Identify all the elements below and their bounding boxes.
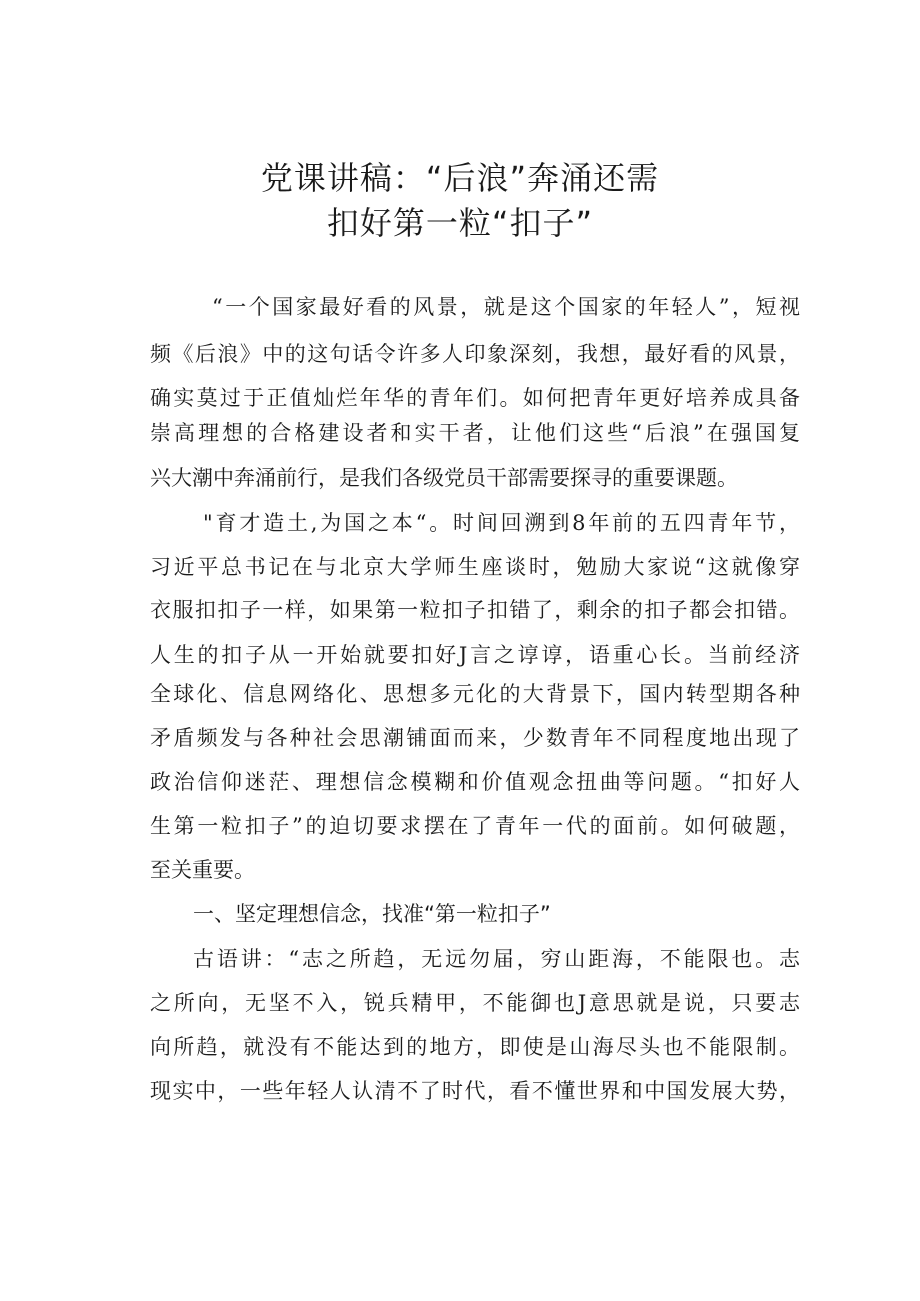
paragraph-2-line-1: "育才造土,为国之本“。时间回溯到8年前的五四青年节， xyxy=(203,511,800,535)
paragraph-1-line-4: 崇高理想的合格建设者和实干者，让他们这些“后浪”在强国复 xyxy=(150,421,800,445)
paragraph-1-line-1: “一个国家最好看的风景，就是这个国家的年轻人”，短视 xyxy=(212,295,800,319)
paragraph-3-line-2: 之所向，无坚不入，锐兵精甲，不能御也J意思就是说，只要志 xyxy=(150,991,800,1015)
paragraph-3-line-1: 古语讲：“志之所趋，无远勿届，穷山距海，不能限也。志 xyxy=(193,947,800,971)
paragraph-1-line-5: 兴大潮中奔涌前行，是我们各级党员干部需要探寻的重要课题。 xyxy=(150,466,738,490)
paragraph-2-line-2: 习近平总书记在与北京大学师生座谈时，勉励大家说“这就像穿 xyxy=(150,555,800,579)
paragraph-2-line-4: 人生的扣子从一开始就要扣好J言之谆谆，语重心长。当前经济 xyxy=(150,643,800,667)
paragraph-2-line-3: 衣服扣扣子一样，如果第一粒扣子扣错了，剩余的扣子都会扣错。 xyxy=(150,598,800,622)
paragraph-2-line-5: 全球化、信息网络化、思想多元化的大背景下，国内转型期各种 xyxy=(150,682,800,706)
paragraph-1-line-3: 确实莫过于正值灿烂年华的青年们。如何把青年更好培养成具备 xyxy=(150,386,800,410)
paragraph-2-line-9: 至关重要。 xyxy=(150,858,255,882)
paragraph-2-line-8: 生第一粒扣子”的迫切要求摆在了青年一代的面前。如何破题， xyxy=(150,814,800,838)
section-heading-1: 一、坚定理想信念，找准“第一粒扣子” xyxy=(193,902,551,926)
paragraph-3-line-4: 现实中，一些年轻人认清不了时代，看不懂世界和中国发展大势， xyxy=(150,1079,800,1103)
document-title-line-2: 扣好第一粒“扣子” xyxy=(326,204,594,242)
paragraph-2-line-6: 矛盾频发与各种社会思潮铺面而来，少数青年不同程度地出现了 xyxy=(150,726,800,750)
paragraph-3-line-3: 向所趋，就没有不能达到的地方，即使是山海尽头也不能限制。 xyxy=(150,1035,800,1059)
paragraph-1-line-2: 频《后浪》中的这句话令许多人印象深刻，我想，最好看的风景， xyxy=(150,342,800,366)
document-title-line-1: 党课讲稿：“后浪”奔涌还需 xyxy=(260,159,660,197)
paragraph-2-line-7: 政治信仰迷茫、理想信念模糊和价值观念扭曲等问题。“扣好人 xyxy=(150,770,800,794)
